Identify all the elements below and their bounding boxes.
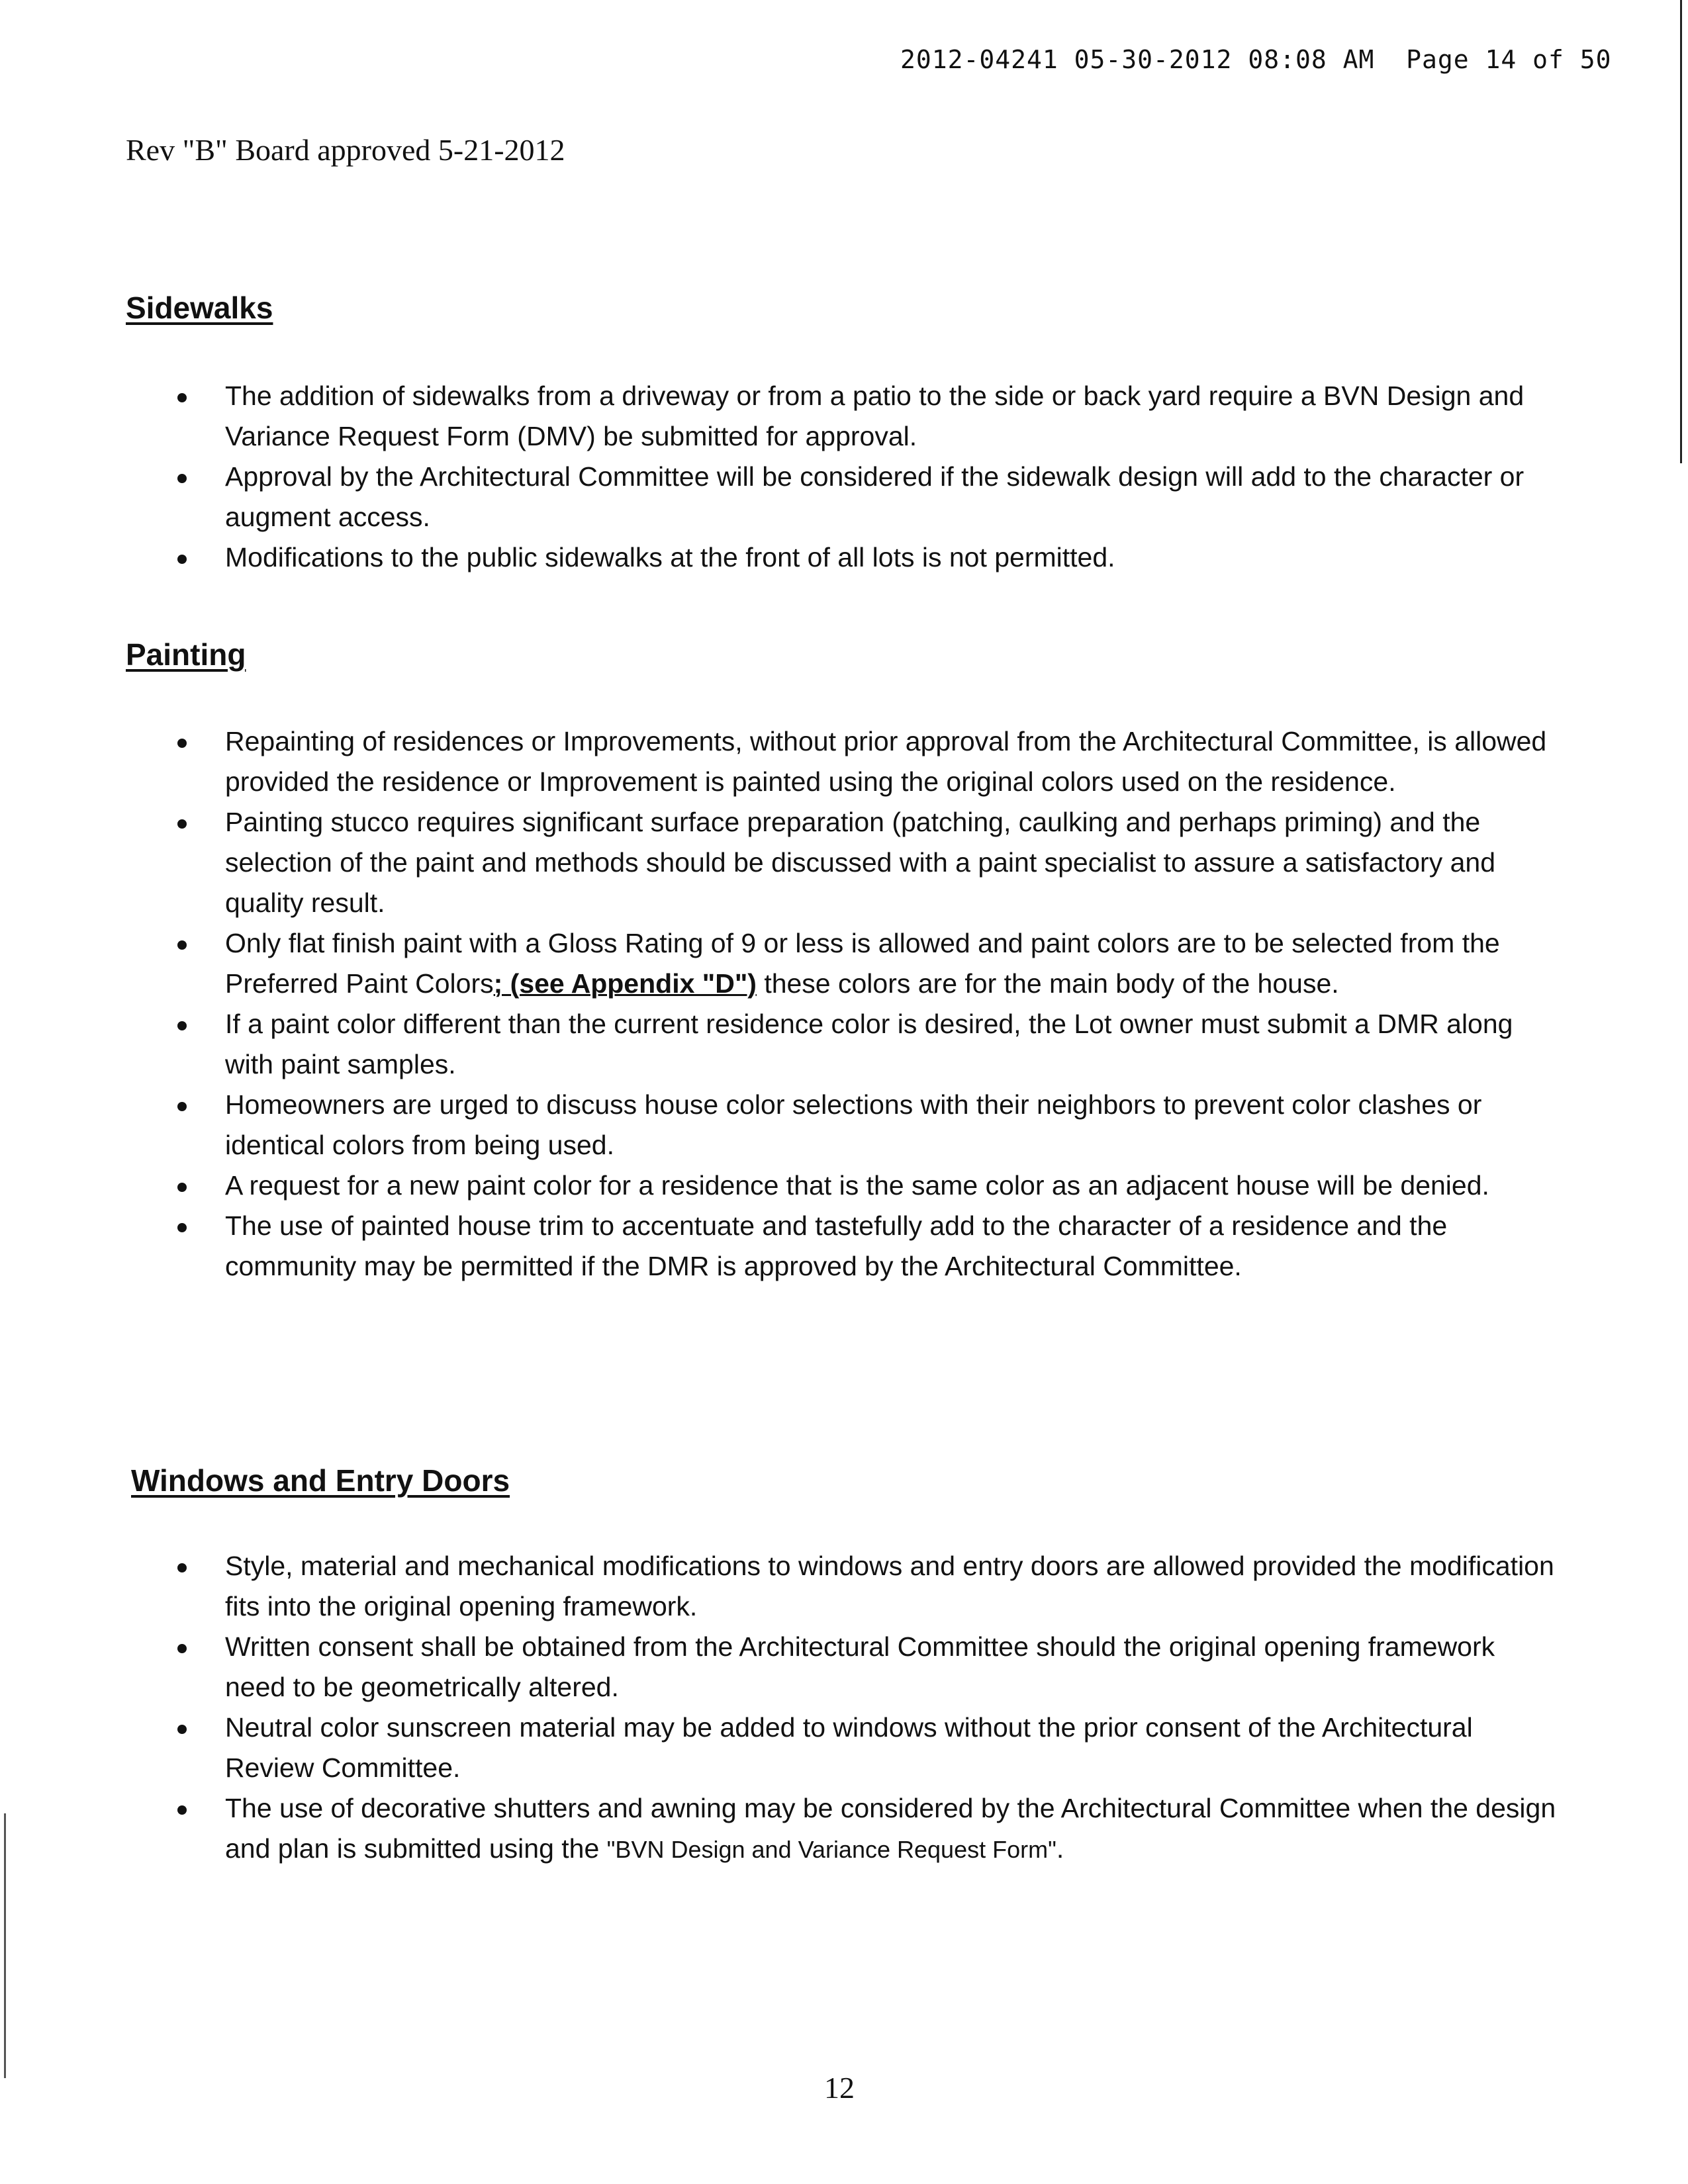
windows-list: [172, 1546, 1562, 1870]
scan-edge-left: [4, 1813, 6, 2078]
scan-edge-right: [1680, 0, 1682, 463]
list-item: A request for a new paint color for a residence that is the same color as an adjacent house will be denied.: [172, 1165, 1562, 1206]
heading-painting: Painting: [126, 637, 246, 672]
list-item: Repainting of residences or Improvements, without prior approval from the Architectural Committee, is allowed provided the residence or Improvement is painted using the original colors used on the residence.: [172, 721, 1562, 802]
list-item: Neutral color sunscreen material may be added to windows without the prior consent of the Architectural Review Committee.: [172, 1707, 1562, 1788]
list-item-text: Only flat finish paint with a Gloss Rating of 9 or less is allowed and paint colors are to be selected from the Preferred Paint Colors: [225, 928, 1500, 999]
list-item: Homeowners are urged to discuss house color selections with their neighbors to prevent color clashes or identical colors from being used.: [172, 1085, 1562, 1165]
heading-windows-entry-doors: Windows and Entry Doors: [131, 1463, 510, 1498]
list-item: The addition of sidewalks from a driveway or from a patio to the side or back yard require a BVN Design and Variance Request Form (DMV) be submitted for approval.: [172, 376, 1562, 457]
list-item: Written consent shall be obtained from the Architectural Committee should the original opening framework need to be geometrically altered.: [172, 1627, 1562, 1707]
list-item-text: .: [1056, 1833, 1064, 1864]
list-item: Painting stucco requires significant surface preparation (patching, caulking and perhaps priming) and the selection of the paint and methods should be discussed with a paint specialist to assure a satisfactory and quality result.: [172, 802, 1562, 923]
list-item: Modifications to the public sidewalks at the front of all lots is not permitted.: [172, 537, 1562, 578]
appendix-d-link[interactable]: ; (see Appendix "D"): [493, 968, 757, 999]
form-name: "BVN Design and Variance Request Form": [606, 1836, 1056, 1863]
fax-stamp: 2012-04241 05-30-2012 08:08 AM Page 14 of 50: [900, 45, 1612, 74]
list-item: Style, material and mechanical modifications to windows and entry doors are allowed provided the modification fits into the original opening framework.: [172, 1546, 1562, 1627]
heading-sidewalks: Sidewalks: [126, 291, 273, 325]
list-item: The use of painted house trim to accentuate and tastefully add to the character of a residence and the community may be permitted if the DMR is approved by the Architectural Committee.: [172, 1206, 1562, 1287]
page-number: 12: [824, 2071, 855, 2105]
list-item: [172, 923, 1562, 1004]
sidewalks-list: [172, 376, 1562, 578]
list-item: If a paint color different than the current residence color is desired, the Lot owner must submit a DMR along with paint samples.: [172, 1004, 1562, 1085]
list-item: Approval by the Architectural Committee will be considered if the sidewalk design will add to the character or augment access.: [172, 457, 1562, 537]
revision-note: Rev "B" Board approved 5-21-2012: [126, 133, 565, 167]
list-item-text: these colors are for the main body of the house.: [756, 968, 1339, 999]
list-item: [172, 1788, 1562, 1870]
list-item-text: The use of decorative shutters and awning may be considered by the Architectural Committee when the design and plan is submitted using the: [225, 1793, 1556, 1864]
painting-list: [172, 721, 1562, 1287]
